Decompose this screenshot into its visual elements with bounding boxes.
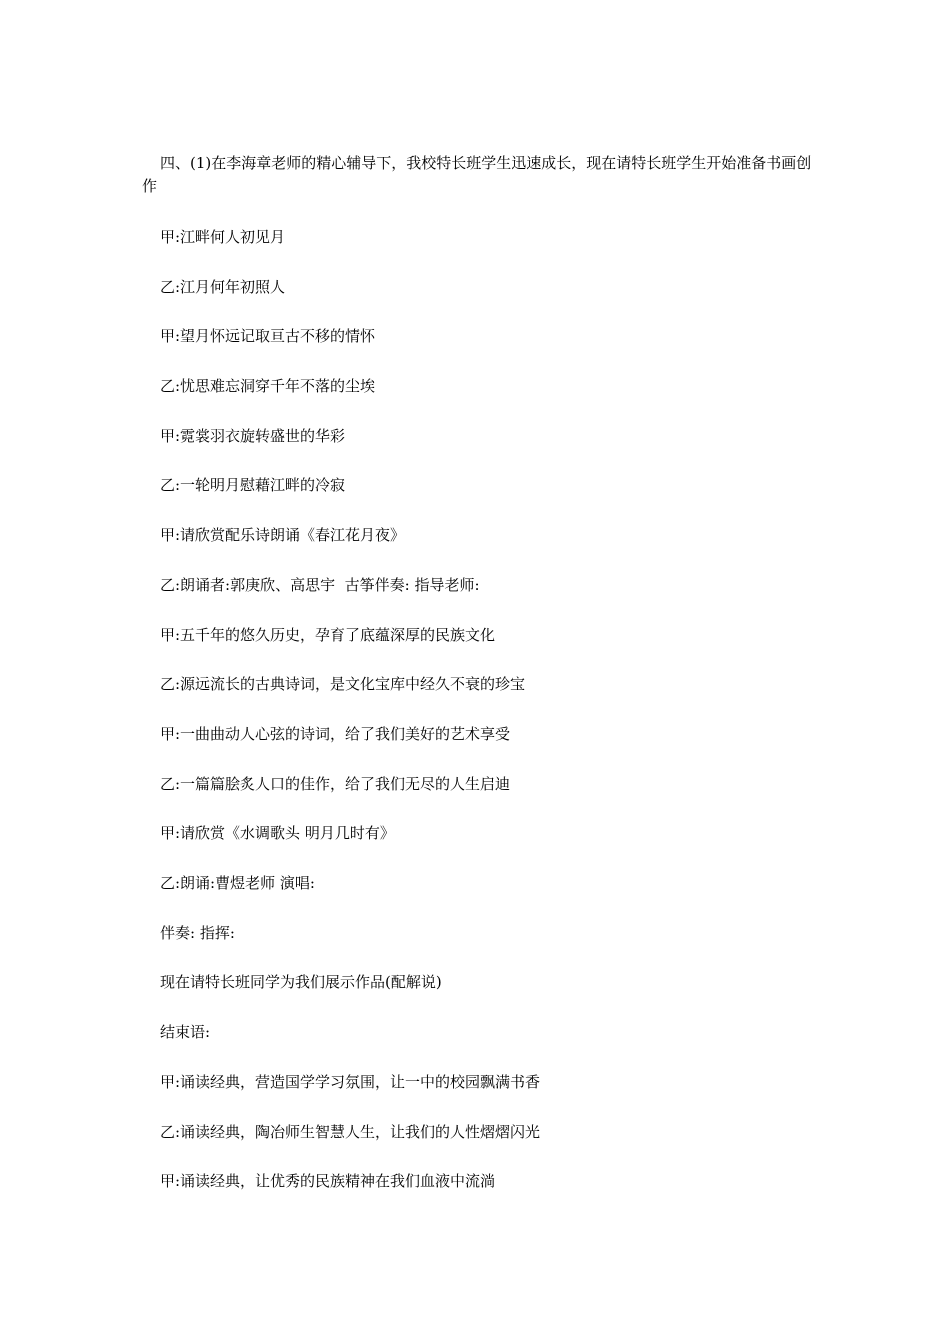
paragraph-line: 乙:江月何年初照人 (160, 278, 286, 296)
paragraph-line: 甲:请欣赏配乐诗朗诵《春江花月夜》 (160, 526, 406, 544)
paragraph-line: 甲:诵读经典，营造国学学习氛围，让一中的校园飘满书香 (160, 1073, 541, 1091)
paragraph-line: 乙:诵读经典，陶冶师生智慧人生，让我们的人性熠熠闪光 (160, 1123, 541, 1141)
paragraph-line: 现在请特长班同学为我们展示作品(配解说) (160, 973, 442, 991)
paragraph-line: 乙:一轮明月慰藉江畔的冷寂 (160, 476, 346, 494)
paragraph-intro: 四、(1)在李海章老师的精心辅导下，我校特长班学生迅速成长，现在请特长班学生开始准备书画创作 (142, 154, 812, 195)
paragraph-line: 甲:望月怀远记取亘古不移的情怀 (160, 327, 376, 345)
paragraph-line: 甲:请欣赏《水调歌头 明月几时有》 (160, 824, 395, 842)
paragraph-line: 乙:朗诵者:郭庚欣、高思宇 古筝伴奏: 指导老师: (160, 576, 480, 594)
paragraph-line: 甲:霓裳羽衣旋转盛世的华彩 (160, 427, 346, 445)
paragraph-line: 乙:一篇篇脍炙人口的佳作，给了我们无尽的人生启迪 (160, 775, 511, 793)
paragraph-line: 伴奏: 指挥: (160, 924, 235, 942)
paragraph-line: 甲:五千年的悠久历史，孕育了底蕴深厚的民族文化 (160, 626, 496, 644)
paragraph-line: 乙:源远流长的古典诗词，是文化宝库中经久不衰的珍宝 (160, 675, 526, 693)
paragraph-line: 乙:朗诵:曹煜老师 演唱: (160, 874, 315, 892)
paragraph-line: 结束语: (160, 1023, 211, 1041)
paragraph-line: 甲:诵读经典，让优秀的民族精神在我们血液中流淌 (160, 1172, 496, 1190)
paragraph-line: 甲:一曲曲动人心弦的诗词，给了我们美好的艺术享受 (160, 725, 511, 743)
paragraph-line: 甲:江畔何人初见月 (160, 228, 286, 246)
paragraph-line: 乙:忧思难忘洞穿千年不落的尘埃 (160, 377, 376, 395)
